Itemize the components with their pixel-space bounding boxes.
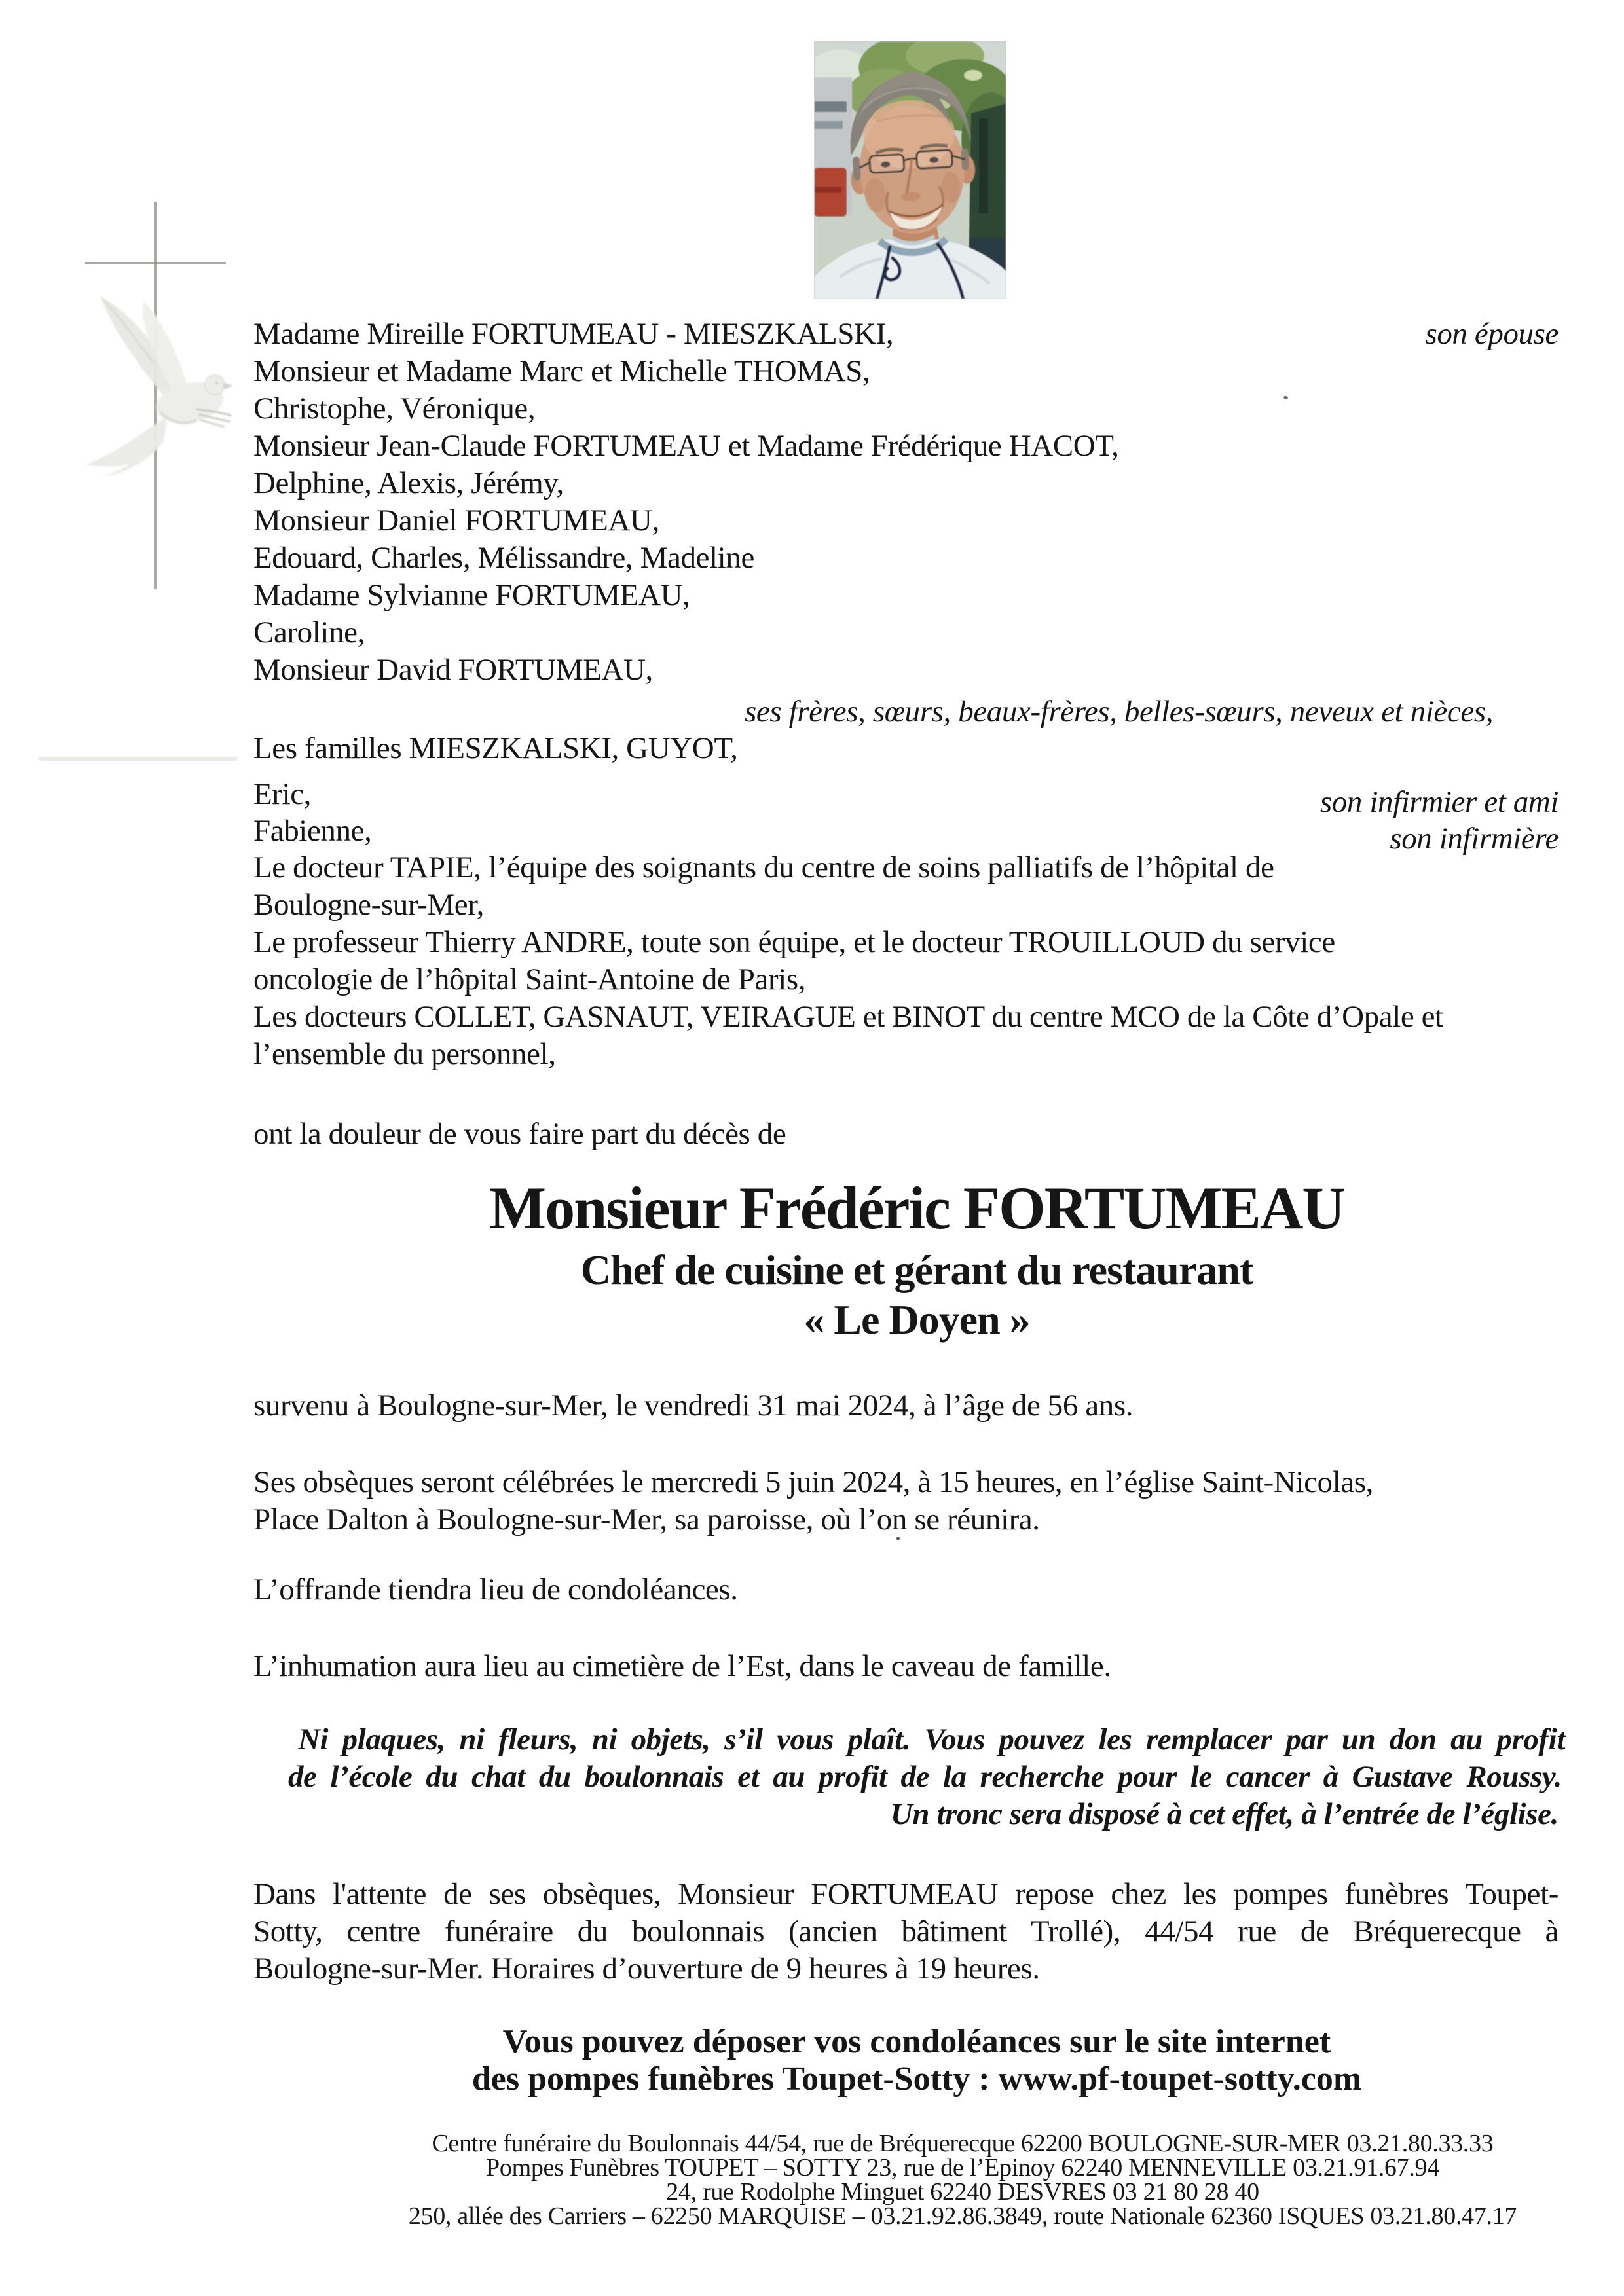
deceased-title: Chef de cuisine et gérant du restaurant bbox=[580, 1247, 1253, 1293]
family-line: Caroline, bbox=[253, 615, 365, 649]
footer-line: 24, rue Rodolphe Minguet 62240 DESVRES 03 21 80 28 40 bbox=[666, 2178, 1259, 2206]
donation-line: Ni plaques, ni fleurs, ni objets, s’il vous plaît. Vous pouvez les remplacer par un don au profit bbox=[298, 1722, 1565, 1757]
family-line bbox=[253, 316, 1559, 352]
families-line: Les familles MIESZKALSKI, GUYOT, bbox=[253, 731, 738, 765]
family-line-text: Madame Mireille FORTUMEAU - MIESZKALSKI, bbox=[253, 317, 894, 351]
caregiver-line: Les docteurs COLLET, GASNAUT, VEIRAGUE et BINOT du centre MCO de la Côte d’Opale et bbox=[253, 1000, 1443, 1034]
caregiver-name: Fabienne, bbox=[253, 814, 372, 848]
footer-line: 250, allée des Carriers – 62250 MARQUISE – 03.21.92.86.3849, route Nationale 62360 ISQUES 03.21.80.47.17 bbox=[408, 2202, 1517, 2230]
family-line: Edouard, Charles, Mélissandre, Madeline bbox=[253, 541, 754, 575]
cross-icon bbox=[85, 262, 226, 264]
dove-icon bbox=[56, 282, 246, 478]
ceremony-line: Ses obsèques seront célébrées le mercredi 5 juin 2024, à 15 heures, en l’église Saint-Nicolas, bbox=[253, 1465, 1374, 1499]
caregiver-line bbox=[253, 813, 1559, 856]
deceased-name: Monsieur Frédéric FORTUMEAU bbox=[489, 1175, 1344, 1241]
condolences-website-line: des pompes funèbres Toupet-Sotty : www.pf-toupet-sotty.com bbox=[471, 2060, 1362, 2098]
family-line: Monsieur Daniel FORTUMEAU, bbox=[253, 503, 659, 538]
footer-line: Centre funéraire du Boulonnais 44/54, rue de Bréquerecque 62200 BOULOGNE-SUR-MER 03.21.80.33.33 bbox=[432, 2130, 1494, 2157]
caregiver-line: oncologie de l’hôpital Saint-Antoine de Paris, bbox=[253, 962, 806, 996]
death-line: survenu à Boulogne-sur-Mer, le vendredi 31 mai 2024, à l’âge de 56 ans. bbox=[253, 1389, 1134, 1423]
relation-label: son épouse bbox=[1425, 317, 1559, 351]
burial-line: L’inhumation aura lieu au cimetière de l’Est, dans le caveau de famille. bbox=[253, 1649, 1111, 1683]
family-line: Madame Sylvianne FORTUMEAU, bbox=[253, 578, 690, 612]
repose-line: Dans l'attente de ses obsèques, Monsieur FORTUMEAU repose chez les pompes funèbres Toupet- bbox=[253, 1877, 1559, 1911]
scan-streak bbox=[38, 757, 238, 761]
family-line: Christophe, Véronique, bbox=[253, 392, 536, 426]
caregiver-line: Boulogne-sur-Mer, bbox=[253, 888, 484, 922]
deceased-restaurant: « Le Doyen » bbox=[803, 1296, 1030, 1343]
condolences-line: Vous pouvez déposer vos condoléances sur le site internet bbox=[502, 2023, 1331, 2060]
relation-label: son infirmière bbox=[1390, 822, 1559, 856]
donation-line: Un tronc sera disposé à cet effet, à l’entrée de l’église. bbox=[890, 1797, 1559, 1831]
offering-line: L’offrande tiendra lieu de condoléances. bbox=[253, 1573, 738, 1607]
caregiver-line: Le professeur Thierry ANDRE, toute son équipe, et le docteur TROUILLOUD du service bbox=[253, 925, 1335, 959]
caregiver-line: Le docteur TAPIE, l’équipe des soignants du centre de soins palliatifs de l’hôpital de bbox=[253, 850, 1274, 884]
family-line: Delphine, Alexis, Jérémy, bbox=[253, 466, 564, 500]
family-line: Monsieur Jean-Claude FORTUMEAU et Madame Frédérique HACOT, bbox=[253, 429, 1119, 463]
caregiver-line bbox=[253, 776, 1559, 819]
repose-line: Boulogne-sur-Mer. Horaires d’ouverture de 9 heures à 19 heures. bbox=[253, 1952, 1040, 1986]
relation-label: son infirmier et ami bbox=[1320, 785, 1559, 819]
family-line: Monsieur et Madame Marc et Michelle THOMAS, bbox=[253, 354, 870, 388]
repose-line: Sotty, centre funéraire du boulonnais (ancien bâtiment Trollé), 44/54 rue de Bréquerecque à bbox=[253, 1914, 1559, 1948]
caregiver-line: l’ensemble du personnel, bbox=[253, 1037, 556, 1071]
relation-summary: ses frères, sœurs, beaux-frères, belles-sœurs, neveux et nièces, bbox=[745, 695, 1494, 729]
family-line: Monsieur David FORTUMEAU, bbox=[253, 653, 653, 687]
donation-line: de l’école du chat du boulonnais et au profit de la recherche pour le cancer à Gustave Roussy. bbox=[288, 1760, 1562, 1794]
ceremony-line: Place Dalton à Boulogne-sur-Mer, sa paroisse, où l’on se réunira. bbox=[253, 1503, 1040, 1537]
footer-line: Pompes Funèbres TOUPET – SOTTY 23, rue de l’Epinoy 62240 MENNEVILLE 03.21.91.67.94 bbox=[486, 2154, 1439, 2181]
portrait-photo bbox=[814, 41, 1006, 299]
caregiver-name: Eric, bbox=[253, 777, 312, 811]
announcement-intro: ont la douleur de vous faire part du décès de bbox=[253, 1117, 786, 1151]
